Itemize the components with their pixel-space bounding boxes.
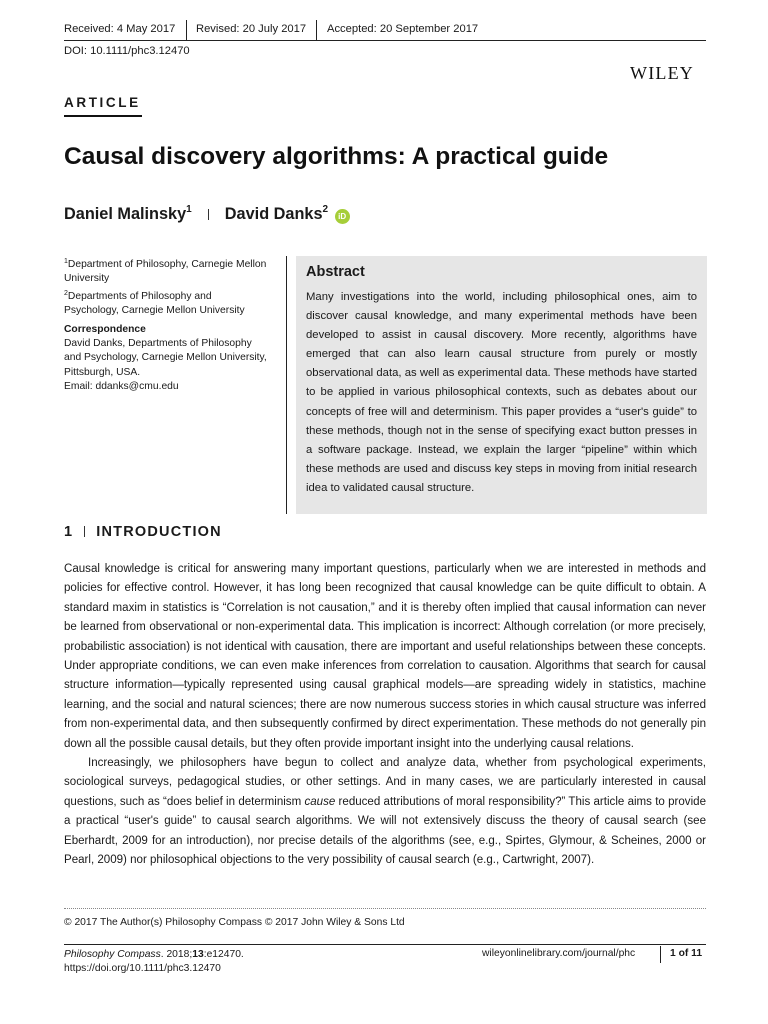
author-name: David Danks (224, 205, 323, 223)
divider (186, 20, 187, 41)
section-heading (64, 524, 222, 540)
author-list (64, 204, 350, 224)
paragraph-text: reduced attributions of moral responsibility?” This article aims to provide a practical “user's guide” to causal search algorithms. We will not extensively discuss the theory of causal search (see Eberhardt, 2009 for an introduction), nor precise details of the algorithms (see, e.g., Spirtes, Glymour, & Scheines, 2000 or Pearl, 2009) nor philosophical objections to the very possibility of causal search (e.g., Cartwright, 2007). (64, 795, 706, 867)
author-name: Daniel Malinsky (64, 205, 187, 223)
header-doi: DOI: 10.1111/phc3.12470 (64, 45, 190, 57)
author-divider (208, 209, 209, 220)
paragraph-text: Increasingly, we philosophers have begun to collect and analyze data, whether from psychological experiments, sociological surveys, pedagogical studies, or other settings. And in many cases, we are particularly interested in causal questions, such as “does belief in determinism (64, 757, 706, 808)
abstract-body: Many investigations into the world, including philosophical ones, aim to discover causal knowledge, and many experimental methods have been developed to assist in causal discovery. More recently, algorithms have emerged that can also learn causal structure from purely or mostly observational data, as well as experimental data. These methods have started to be applied in various philosophical contexts, such as debates about our concepts of free will and determinism. This paper provides a “user's guide” to these methods, though not in the sense of specifying exact button presses in a software package. Instead, we explain the larger “pipeline” within which these methods are used and discuss key steps in moving from initial research idea to validated causal structure. (306, 291, 697, 494)
affil-marker: 1 (64, 258, 68, 265)
affiliations (64, 255, 269, 395)
received-date: Received: 4 May 2017 (64, 23, 176, 35)
footer-citation (64, 948, 244, 975)
author-affil-marker: 1 (186, 204, 192, 215)
citation-text: . 2018; (160, 949, 193, 960)
footer-divider (64, 944, 706, 945)
orcid-icon[interactable]: iD (335, 209, 350, 224)
abstract-heading: Abstract (306, 264, 365, 280)
body-text (64, 560, 706, 871)
section-title: INTRODUCTION (96, 524, 222, 540)
publisher-logo: WILEY (630, 63, 694, 83)
paper-title: Causal discovery algorithms: A practical guide (64, 143, 609, 170)
abstract-divider (286, 256, 287, 514)
emphasis: cause (304, 795, 336, 808)
affil-text: Departments of Philosophy and Psychology, Carnegie Mellon University (64, 290, 245, 317)
journal-name: Philosophy Compass (64, 949, 161, 960)
page-number: 1 of 11 (670, 948, 703, 959)
footer-doi-link[interactable]: https://doi.org/10.1111/phc3.12470 (64, 962, 221, 974)
paragraph (64, 754, 706, 870)
paragraph: Causal knowledge is critical for answering many important questions, particularly when we are interested in methods and policies for effective control. However, it has long been recognized that causal knowledge can be quite difficult to obtain. A standard maxim in statistics is “Correlation is not causation,” and it is thereby often implied that causal information can never be learned from observational or non-experimental data. This implication is incorrect: Although correlation (or more precisely, probabilistic association) is not identical with causation, there are important and useful relationships between these concepts. Under appropriate conditions, we can even make inferences from correlation to causation. Algorithms that search for causal structure information—typically represented using causal graphical models—are spreading widely in statistics, machine learning, and the social and natural sciences; there are now numerous success stories in which causal structure was inferred from non-experimental data, and then subsequently confirmed by direct experimentation. These methods do not generally pin down all the possible causal details, but they often provide important insight into the underlying causal relations. (64, 563, 706, 750)
article-label-underline (64, 115, 142, 117)
correspondence-heading: Correspondence (64, 323, 146, 335)
citation-text: :e12470. (203, 949, 244, 960)
accepted-date: Accepted: 20 September 2017 (327, 23, 479, 35)
journal-website-link[interactable]: wileyonlinelibrary.com/journal/phc (482, 948, 636, 959)
citation-line (64, 948, 244, 962)
section-number: 1 (64, 524, 74, 540)
correspondence-address: David Danks, Departments of Philosophy and Psychology, Carnegie Mellon University, Pittsburgh, USA. (64, 338, 267, 378)
author-affil-marker: 2 (322, 204, 329, 215)
affil-marker: 2 (64, 289, 68, 297)
correspondence-email[interactable]: Email: ddanks@cmu.edu (64, 381, 179, 393)
submission-dates-bar (64, 20, 706, 41)
copyright-notice: © 2017 The Author(s) Philosophy Compass © 2017 John Wiley & Sons Ltd (64, 917, 405, 928)
footnote-divider (64, 908, 706, 909)
divider (660, 946, 661, 963)
divider (316, 20, 317, 41)
affiliation-2 (64, 287, 269, 319)
revised-date: Revised: 20 July 2017 (196, 23, 307, 35)
affiliation-1 (64, 255, 269, 287)
volume-number: 13 (192, 949, 204, 960)
affil-text: Department of Philosophy, Carnegie Mellon University (64, 259, 267, 285)
article-type-label: ARTICLE (64, 95, 141, 110)
section-divider (84, 526, 85, 537)
